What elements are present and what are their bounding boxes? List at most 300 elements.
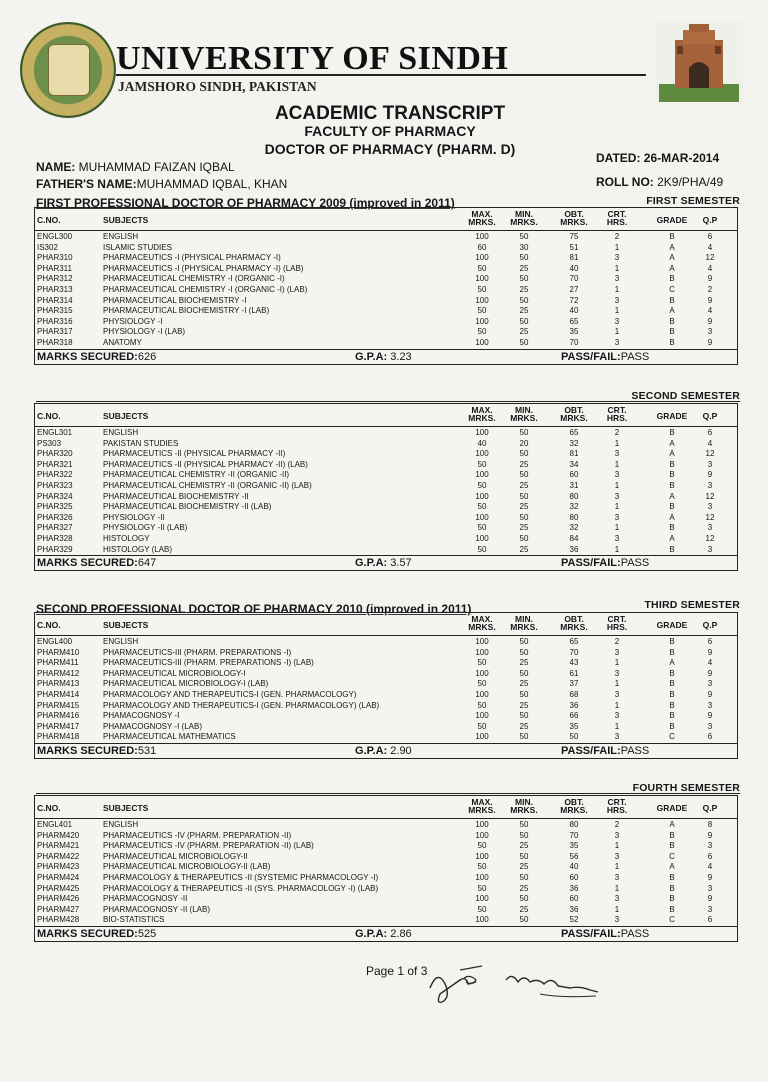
col-quality-points: 9 (707, 470, 713, 480)
table-row (35, 274, 737, 285)
roll-number-label: ROLL NO: (596, 175, 654, 189)
table-row (35, 502, 737, 513)
col-max-marks: 100 (475, 232, 489, 241)
col-quality-points: 4 (707, 263, 713, 273)
pass-fail (561, 350, 649, 364)
col-course-no: ENGL300 (37, 232, 73, 241)
col-subject: PHARMACEUTICAL BIOCHEMISTRY -II (LAB) (103, 502, 272, 512)
col-course-no: PHARM425 (37, 883, 80, 893)
col-quality-points: 9 (707, 689, 713, 699)
gpa (355, 350, 412, 364)
col-quality-points: 3 (707, 544, 713, 554)
col-grade: A (669, 253, 675, 263)
col-subject: PHYSIOLOGY -I (LAB) (103, 327, 186, 337)
col-max-marks: 50 (477, 721, 487, 731)
col-min-marks: 50 (519, 689, 529, 699)
col-grade: A (669, 658, 675, 668)
col-subject: ENGLISH (103, 637, 139, 646)
semester-summary (35, 926, 737, 941)
table-row (35, 338, 737, 349)
col-quality-points: 3 (707, 883, 713, 893)
table-body (35, 231, 737, 349)
pass-fail (561, 556, 649, 570)
col-subject: HISTOLOGY (103, 533, 150, 543)
col-credit-hours: 1 (614, 700, 620, 710)
col-obtained-marks: 68 (569, 689, 579, 699)
col-subject: PHARMACOLOGY & THERAPEUTICS -II (SYS. PHARMACOLOGY -I) (LAB) (103, 883, 379, 893)
col-obtained-marks: 66 (569, 711, 579, 721)
header-obt-line2: MRKS. (560, 805, 588, 815)
col-quality-points: 3 (707, 480, 713, 490)
university-location: JAMSHORO SINDH, PAKISTAN (118, 79, 317, 94)
col-min-marks: 25 (519, 544, 529, 554)
seal-emblem-icon (48, 44, 90, 96)
col-min-marks: 50 (519, 711, 529, 721)
col-subject: PHARMACOLOGY AND THERAPEUTICS-I (GEN. PHARMACOLOGY) (103, 689, 357, 699)
col-min-marks: 50 (519, 232, 529, 241)
col-max-marks: 50 (477, 862, 487, 872)
table-row (35, 296, 737, 307)
col-subject: PHYSIOLOGY -I (103, 316, 163, 326)
table-row (35, 820, 737, 831)
header-max-line1: MAX. (471, 614, 493, 624)
col-obtained-marks: 75 (569, 232, 579, 241)
col-quality-points: 9 (707, 894, 713, 904)
semester-divider-2 (36, 401, 740, 402)
col-course-no: PHAR328 (37, 533, 73, 543)
col-quality-points: 2 (707, 284, 713, 294)
col-credit-hours: 3 (614, 915, 620, 925)
col-grade: A (669, 533, 675, 543)
pass-fail-label: PASS/FAIL: (561, 744, 621, 757)
col-obtained-marks: 36 (569, 883, 579, 893)
table-row (35, 852, 737, 863)
col-subject: HISTOLOGY (LAB) (103, 544, 173, 554)
semester-label-3: THIRD SEMESTER (644, 599, 740, 611)
col-max-marks: 100 (475, 316, 489, 326)
semester-label-4: FOURTH SEMESTER (632, 782, 740, 794)
col-max-marks: 50 (477, 841, 487, 851)
col-quality-points: 6 (707, 637, 713, 646)
header-course-no: C.NO. (37, 620, 61, 630)
col-quality-points: 4 (707, 862, 713, 872)
col-min-marks: 25 (519, 263, 529, 273)
col-course-no: PHARM410 (37, 647, 80, 657)
header-course-no: C.NO. (37, 215, 61, 225)
col-obtained-marks: 80 (569, 491, 579, 501)
col-subject: ENGLISH (103, 820, 139, 829)
table-row (35, 317, 737, 328)
col-grade: B (669, 295, 675, 305)
marks-secured-value: 626 (137, 350, 157, 363)
col-max-marks: 50 (477, 544, 487, 554)
header-course-no: C.NO. (37, 411, 61, 421)
table-row (35, 637, 737, 648)
col-quality-points: 4 (707, 438, 713, 448)
col-min-marks: 50 (519, 316, 529, 326)
header-min-line1: MIN. (515, 797, 533, 807)
col-credit-hours: 2 (614, 428, 620, 437)
col-max-marks: 100 (475, 274, 489, 284)
header-crt (602, 210, 632, 226)
header-grade: GRADE (656, 411, 688, 421)
header-min-line2: MRKS. (510, 217, 538, 227)
col-quality-points: 4 (707, 242, 713, 252)
semester-table-1 (34, 207, 738, 365)
header-qp: Q.P (702, 803, 718, 813)
col-credit-hours: 3 (614, 668, 620, 678)
col-subject: PHARMACEUTICS-III (PHARM. PREPARATIONS -I) (LAB) (103, 658, 314, 668)
col-credit-hours: 1 (614, 263, 620, 273)
col-credit-hours: 2 (614, 232, 620, 241)
col-credit-hours: 3 (614, 491, 620, 501)
col-course-no: PHARM418 (37, 732, 80, 742)
col-course-no: PHAR329 (37, 544, 73, 554)
col-course-no: PHAR321 (37, 459, 73, 469)
col-min-marks: 50 (519, 915, 529, 925)
col-credit-hours: 3 (614, 689, 620, 699)
table-body (35, 636, 737, 743)
col-quality-points: 3 (707, 700, 713, 710)
header-obt-line1: OBT. (564, 614, 584, 624)
col-credit-hours: 1 (614, 242, 620, 252)
col-obtained-marks: 36 (569, 904, 579, 914)
col-subject: PHARMACEUTICAL MICROBIOLOGY-II (103, 851, 248, 861)
col-course-no: ENGL401 (37, 820, 73, 829)
col-min-marks: 50 (519, 533, 529, 543)
header-min-line1: MIN. (515, 405, 533, 415)
col-grade: B (669, 470, 675, 480)
col-max-marks: 40 (477, 438, 487, 448)
col-max-marks: 50 (477, 523, 487, 533)
header-qp: Q.P (702, 411, 718, 421)
col-grade: B (669, 700, 675, 710)
table-row (35, 327, 737, 338)
header-crt-line2: HRS. (606, 805, 628, 815)
col-max-marks: 50 (477, 904, 487, 914)
table-body (35, 427, 737, 555)
gpa-label: G.P.A: (355, 557, 388, 570)
col-credit-hours: 3 (614, 872, 620, 882)
table-row (35, 873, 737, 884)
col-quality-points: 3 (707, 721, 713, 731)
col-course-no: PHAR315 (37, 306, 73, 316)
col-grade: A (669, 449, 675, 459)
col-grade: B (669, 872, 675, 882)
header-crt-line1: CRT. (607, 405, 627, 415)
col-min-marks: 25 (519, 658, 529, 668)
header-obt (559, 798, 589, 814)
table-row (35, 264, 737, 275)
col-credit-hours: 3 (614, 894, 620, 904)
col-max-marks: 50 (477, 700, 487, 710)
header-min (509, 615, 539, 631)
gpa-label: G.P.A: (355, 350, 388, 363)
col-credit-hours: 3 (614, 316, 620, 326)
col-max-marks: 100 (475, 428, 489, 437)
col-grade: B (669, 689, 675, 699)
col-quality-points: 12 (705, 449, 715, 459)
col-grade: B (669, 721, 675, 731)
col-credit-hours: 3 (614, 647, 620, 657)
university-seal (20, 22, 116, 118)
col-quality-points: 9 (707, 316, 713, 326)
col-obtained-marks: 60 (569, 894, 579, 904)
header-min (509, 798, 539, 814)
col-max-marks: 50 (477, 306, 487, 316)
table-row (35, 428, 737, 439)
col-course-no: PHAR324 (37, 491, 73, 501)
col-credit-hours: 1 (614, 284, 620, 294)
col-obtained-marks: 31 (569, 480, 579, 490)
semester-table-4 (34, 795, 738, 942)
student-name-value: MUHAMMAD FAIZAN IQBAL (78, 160, 235, 174)
table-row (35, 679, 737, 690)
marks-secured-label: MARKS SECURED: (37, 557, 138, 570)
header-min (509, 406, 539, 422)
col-obtained-marks: 43 (569, 658, 579, 668)
header-subjects: SUBJECTS (103, 803, 149, 813)
col-grade: A (669, 491, 675, 501)
col-obtained-marks: 70 (569, 337, 579, 347)
header-max-line2: MRKS. (468, 622, 496, 632)
semester-label-2: SECOND SEMESTER (631, 390, 740, 402)
table-row (35, 534, 737, 545)
col-subject: PHARMACEUTICS -II (PHYSICAL PHARMACY -II) (LAB) (103, 459, 308, 469)
table-row (35, 285, 737, 296)
header-max-line2: MRKS. (468, 413, 496, 423)
col-course-no: IS302 (37, 242, 58, 252)
col-course-no: PHARM412 (37, 668, 80, 678)
col-subject: PHARMACEUTICAL BIOCHEMISTRY -I (103, 295, 247, 305)
header-crt (602, 406, 632, 422)
marks-secured-label: MARKS SECURED: (37, 350, 138, 363)
col-credit-hours: 3 (614, 533, 620, 543)
col-grade: C (669, 732, 675, 742)
marks-secured (37, 556, 156, 570)
header-obt (559, 406, 589, 422)
col-credit-hours: 3 (614, 337, 620, 347)
table-row (35, 243, 737, 254)
col-course-no: PHAR326 (37, 512, 73, 522)
col-course-no: PS303 (37, 438, 62, 448)
col-subject: PAKISTAN STUDIES (103, 438, 179, 448)
table-row (35, 253, 737, 264)
marks-secured-value: 647 (137, 557, 157, 570)
col-max-marks: 50 (477, 263, 487, 273)
header-obt (559, 615, 589, 631)
header-max (467, 406, 497, 422)
col-subject: PHAMACOGNOSY -I (LAB) (103, 721, 202, 731)
header-obt-line1: OBT. (564, 797, 584, 807)
semester-divider-4 (36, 793, 740, 794)
col-credit-hours: 1 (614, 721, 620, 731)
col-grade: B (669, 274, 675, 284)
col-course-no: ENGL301 (37, 428, 73, 437)
col-grade: A (669, 862, 675, 872)
col-course-no: PHAR314 (37, 295, 73, 305)
col-grade: B (669, 647, 675, 657)
col-quality-points: 6 (707, 232, 713, 241)
col-course-no: PHAR322 (37, 470, 73, 480)
gpa-value: 3.57 (390, 557, 412, 570)
header-obt-line1: OBT. (564, 209, 584, 219)
col-course-no: PHAR327 (37, 523, 73, 533)
pass-fail-value: PASS (620, 557, 650, 570)
col-course-no: PHAR313 (37, 284, 73, 294)
col-max-marks: 100 (475, 732, 489, 742)
col-credit-hours: 1 (614, 883, 620, 893)
table-row (35, 492, 737, 503)
col-grade: B (669, 637, 675, 646)
header-divider (116, 74, 646, 76)
col-credit-hours: 1 (614, 523, 620, 533)
col-obtained-marks: 36 (569, 700, 579, 710)
roll-number (596, 175, 723, 189)
col-max-marks: 100 (475, 689, 489, 699)
header-min-line2: MRKS. (510, 622, 538, 632)
header-obt-line2: MRKS. (560, 622, 588, 632)
col-min-marks: 50 (519, 295, 529, 305)
col-grade: A (669, 263, 675, 273)
col-obtained-marks: 84 (569, 533, 579, 543)
table-row (35, 862, 737, 873)
col-course-no: PHAR318 (37, 337, 73, 347)
col-quality-points: 9 (707, 274, 713, 284)
header-subjects: SUBJECTS (103, 411, 149, 421)
col-max-marks: 100 (475, 894, 489, 904)
col-min-marks: 25 (519, 721, 529, 731)
roll-number-value: 2K9/PHA/49 (657, 175, 724, 189)
col-min-marks: 25 (519, 523, 529, 533)
col-obtained-marks: 65 (569, 316, 579, 326)
semester-summary (35, 555, 737, 570)
col-credit-hours: 3 (614, 512, 620, 522)
col-subject: PHARMACEUTICAL BIOCHEMISTRY -II (103, 491, 249, 501)
col-obtained-marks: 40 (569, 306, 579, 316)
col-subject: PHARMACEUTICS -I (PHYSICAL PHARMACY -I) (103, 253, 281, 263)
col-quality-points: 3 (707, 459, 713, 469)
col-quality-points: 3 (707, 502, 713, 512)
col-obtained-marks: 40 (569, 862, 579, 872)
col-subject: PHARMACEUTICAL CHEMISTRY -II (ORGANIC -II) (103, 470, 290, 480)
col-quality-points: 3 (707, 679, 713, 689)
header-obt-line2: MRKS. (560, 217, 588, 227)
pass-fail-value: PASS (620, 927, 650, 940)
header-max-line1: MAX. (471, 405, 493, 415)
col-subject: PHARMACEUTICAL CHEMISTRY -I (ORGANIC -I) (103, 274, 285, 284)
second-professional-heading: SECOND PROFESSIONAL DOCTOR OF PHARMACY 2010 (improved in 2011) (36, 602, 472, 616)
col-quality-points: 9 (707, 295, 713, 305)
col-obtained-marks: 60 (569, 872, 579, 882)
col-credit-hours: 1 (614, 841, 620, 851)
pass-fail-label: PASS/FAIL: (561, 557, 621, 570)
header-crt-line2: HRS. (606, 413, 628, 423)
col-course-no: ENGL400 (37, 637, 73, 646)
gpa (355, 744, 412, 758)
col-min-marks: 50 (519, 449, 529, 459)
col-credit-hours: 3 (614, 253, 620, 263)
col-course-no: PHAR311 (37, 263, 72, 273)
col-max-marks: 100 (475, 512, 489, 522)
col-max-marks: 100 (475, 337, 489, 347)
semester-table-3 (34, 612, 738, 759)
col-min-marks: 50 (519, 851, 529, 861)
col-credit-hours: 1 (614, 904, 620, 914)
col-min-marks: 25 (519, 700, 529, 710)
col-min-marks: 50 (519, 894, 529, 904)
col-min-marks: 50 (519, 428, 529, 437)
semester-label-1: FIRST SEMESTER (646, 195, 740, 207)
table-row (35, 711, 737, 722)
header-grade: GRADE (656, 803, 688, 813)
header-max-line2: MRKS. (468, 805, 496, 815)
issue-date-value: 26-MAR-2014 (643, 151, 720, 165)
header-subjects: SUBJECTS (103, 215, 149, 225)
col-min-marks: 25 (519, 841, 529, 851)
table-row (35, 905, 737, 916)
header-course-no: C.NO. (37, 803, 61, 813)
col-subject: PHARMACEUTICAL BIOCHEMISTRY -I (LAB) (103, 306, 270, 316)
col-max-marks: 50 (477, 459, 487, 469)
marks-secured (37, 927, 156, 941)
col-min-marks: 25 (519, 480, 529, 490)
col-course-no: PHARM414 (37, 689, 80, 699)
table-row (35, 894, 737, 905)
table-row (35, 232, 737, 243)
header-obt-line2: MRKS. (560, 413, 588, 423)
col-max-marks: 50 (477, 480, 487, 490)
header-crt (602, 798, 632, 814)
col-obtained-marks: 65 (569, 637, 579, 646)
col-credit-hours: 3 (614, 851, 620, 861)
col-subject: ISLAMIC STUDIES (103, 242, 172, 252)
father-name-value: MUHAMMAD IQBAL, KHAN (136, 177, 288, 191)
col-grade: B (669, 668, 675, 678)
col-grade: A (669, 242, 675, 252)
col-subject: ANATOMY (103, 337, 142, 347)
col-max-marks: 100 (475, 915, 489, 925)
col-obtained-marks: 40 (569, 263, 579, 273)
col-min-marks: 25 (519, 459, 529, 469)
col-min-marks: 50 (519, 647, 529, 657)
table-row (35, 648, 737, 659)
issue-date (596, 151, 719, 165)
col-credit-hours: 3 (614, 830, 620, 840)
col-subject: ENGLISH (103, 232, 139, 241)
col-course-no: PHARM422 (37, 851, 80, 861)
header-grade: GRADE (656, 215, 688, 225)
pass-fail-value: PASS (620, 350, 650, 363)
col-quality-points: 3 (707, 841, 713, 851)
gpa (355, 556, 412, 570)
col-obtained-marks: 65 (569, 428, 579, 437)
col-obtained-marks: 35 (569, 841, 579, 851)
document-title: ACADEMIC TRANSCRIPT (274, 103, 506, 124)
col-quality-points: 4 (707, 658, 713, 668)
col-obtained-marks: 32 (569, 438, 579, 448)
col-obtained-marks: 70 (569, 647, 579, 657)
col-subject: PHARMACEUTICAL MATHEMATICS (103, 732, 236, 742)
pass-fail-value: PASS (620, 744, 650, 757)
col-min-marks: 50 (519, 253, 529, 263)
col-min-marks: 25 (519, 862, 529, 872)
col-grade: C (669, 915, 675, 925)
col-course-no: PHAR323 (37, 480, 73, 490)
marks-secured (37, 350, 156, 364)
col-min-marks: 30 (519, 242, 529, 252)
col-subject: BIO-STATISTICS (103, 915, 165, 925)
